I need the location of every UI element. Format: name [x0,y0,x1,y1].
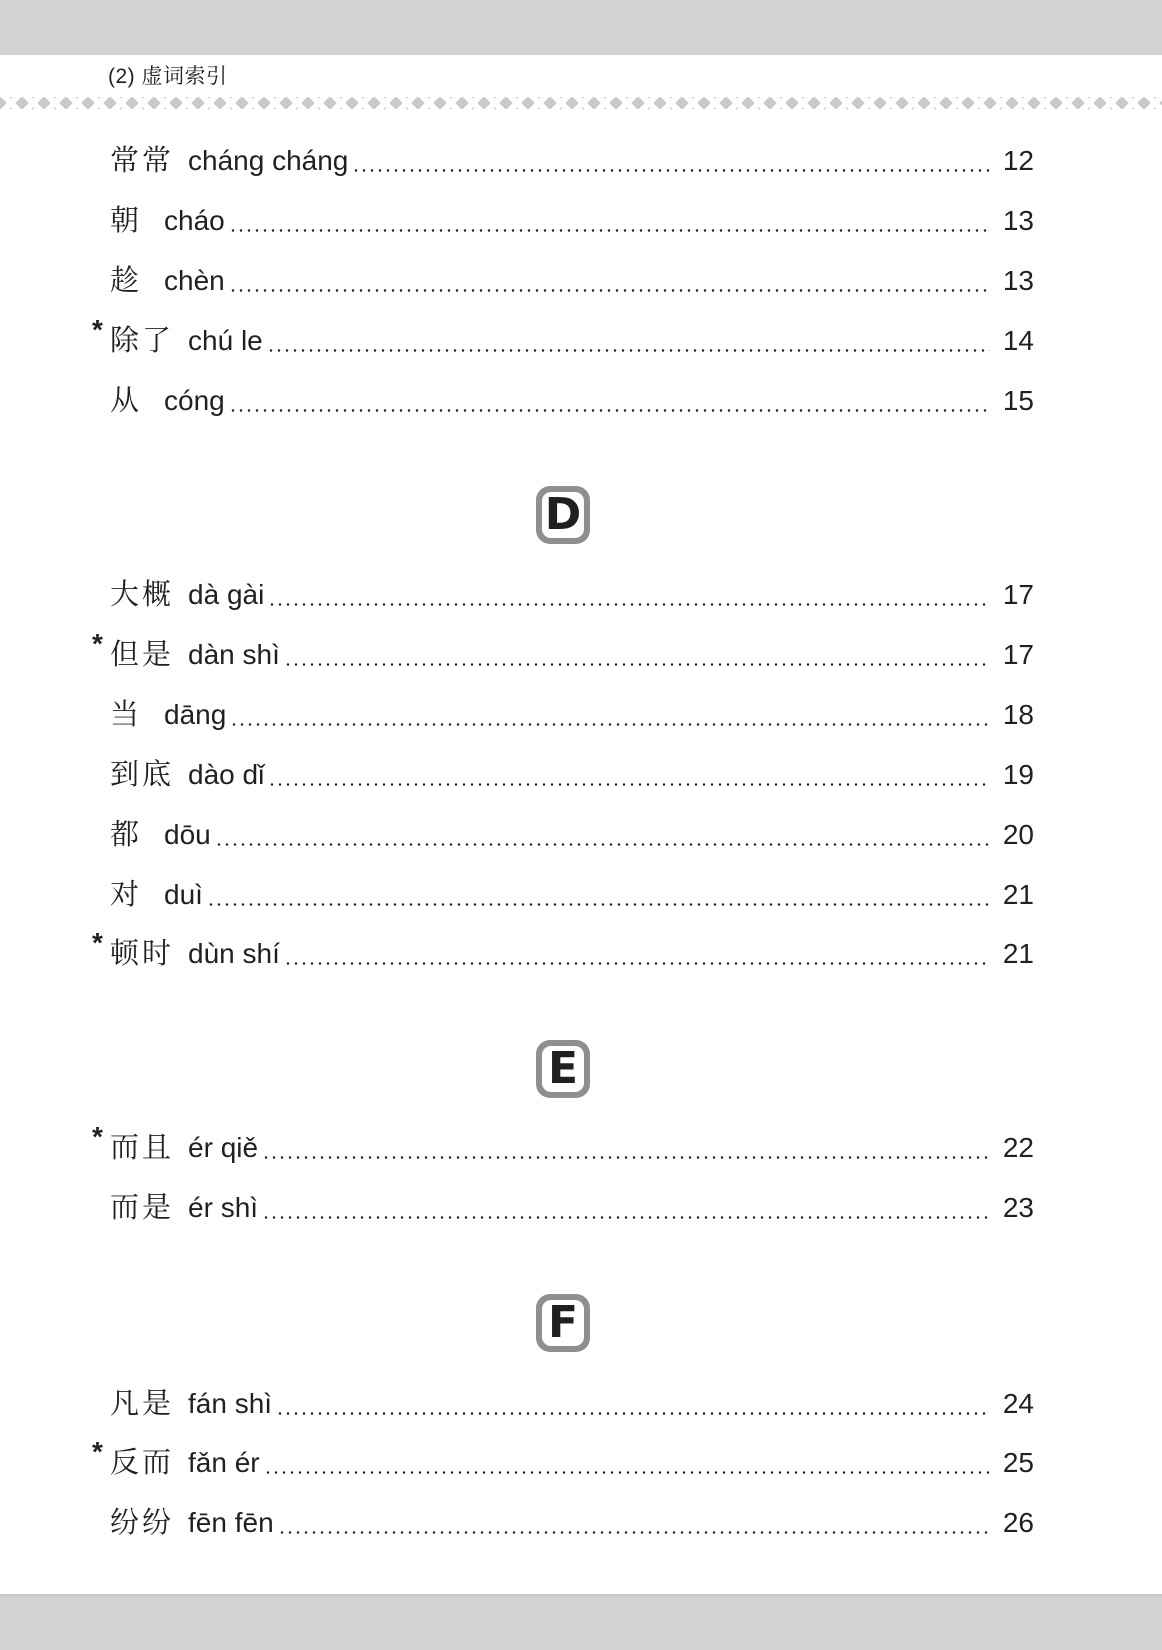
index-entry[interactable] [92,575,1034,615]
entry-pinyin: ér shì [188,1192,259,1223]
dot-leader [262,1156,990,1159]
entry-hanzi: 但是 [110,639,175,671]
index-entry[interactable] [92,628,1034,675]
index-entry[interactable] [92,1121,1034,1168]
index-entry[interactable] [92,314,1034,361]
dot-leader [284,663,990,666]
entry-page-number: 21 [1002,879,1034,910]
dot-leader [284,962,990,965]
dot-leader [229,409,990,412]
section-letter: E [547,1043,579,1094]
decorative-pattern-border [0,97,1162,109]
dot-leader [268,603,990,606]
entry-hanzi: 对 [110,879,143,911]
index-entry[interactable] [92,815,1034,855]
entry-hanzi: 到底 [110,759,175,791]
asterisk-marker: * [92,1436,103,1467]
dot-leader [229,289,990,292]
entry-pinyin: chú le [188,325,263,356]
section-letter-badge-f [536,1294,590,1352]
index-entry[interactable] [92,1436,1034,1483]
index-entry[interactable] [92,755,1034,795]
entry-hanzi: 当 [110,699,143,731]
entry-pinyin: dà gài [188,579,265,610]
dot-leader [262,1216,990,1219]
entry-pinyin: cháo [164,205,225,236]
dot-leader [264,1471,990,1474]
entry-pinyin: duì [164,879,203,910]
running-header-title: (2) 虚词索引 [108,65,228,88]
dot-leader [230,723,990,726]
entry-hanzi: 除了 [110,325,175,357]
dot-leader [267,349,990,352]
entry-pinyin: dàn shì [188,639,280,670]
entry-pinyin: chèn [164,265,225,296]
entry-page-number: 14 [1002,325,1034,356]
entry-pinyin: cóng [164,385,225,416]
entry-pinyin: dōu [164,819,211,850]
index-entry[interactable] [92,201,1034,241]
dot-leader [268,783,990,786]
section-letter: D [544,489,582,540]
entry-hanzi: 趁 [110,265,143,297]
entry-pinyin: cháng cháng [188,145,349,176]
entry-hanzi: 而且 [110,1132,175,1164]
dot-leader [278,1531,990,1534]
index-entry[interactable] [92,261,1034,301]
entry-page-number: 22 [1002,1132,1034,1163]
dot-leader [229,229,990,232]
entry-pinyin: fēn fēn [188,1507,274,1538]
entry-page-number: 13 [1002,265,1034,296]
section-letter-badge-e [536,1040,590,1098]
dot-leader [215,843,990,846]
entry-page-number: 23 [1002,1192,1034,1223]
index-entry[interactable] [92,141,1034,181]
dot-leader [276,1412,990,1415]
entry-hanzi: 纷纷 [110,1507,175,1539]
entry-page-number: 13 [1002,205,1034,236]
index-entry[interactable] [92,695,1034,735]
entry-page-number: 21 [1002,938,1034,969]
dot-leader [207,903,990,906]
entry-page-number: 17 [1002,639,1034,670]
top-margin-band [0,0,1162,55]
entry-hanzi: 常常 [110,145,175,177]
asterisk-marker: * [92,314,103,345]
asterisk-marker: * [92,628,103,659]
entry-pinyin: ér qiě [188,1132,259,1163]
section-letter-badge-d [536,486,590,544]
section-letter: F [547,1297,579,1348]
entry-page-number: 12 [1002,145,1034,176]
entry-page-number: 15 [1002,385,1034,416]
index-entry[interactable] [92,1188,1034,1228]
index-entry[interactable] [92,1503,1034,1543]
entry-pinyin: dāng [164,699,227,730]
entry-hanzi: 反而 [110,1447,175,1479]
entry-hanzi: 都 [110,819,143,851]
entry-pinyin: fǎn ér [188,1447,260,1478]
bottom-margin-band [0,1594,1162,1650]
asterisk-marker: * [92,1121,103,1152]
entry-page-number: 24 [1002,1388,1034,1419]
entry-page-number: 17 [1002,579,1034,610]
dot-leader [352,169,990,172]
entry-page-number: 18 [1002,699,1034,730]
index-entry[interactable] [92,875,1034,915]
entry-page-number: 19 [1002,759,1034,790]
entry-page-number: 26 [1002,1507,1034,1538]
index-entry[interactable] [92,381,1034,421]
entry-hanzi: 从 [110,385,143,417]
entry-hanzi: 凡是 [110,1388,175,1420]
entry-page-number: 25 [1002,1447,1034,1478]
entry-pinyin: dùn shí [188,938,280,969]
asterisk-marker: * [92,927,103,958]
entry-hanzi: 而是 [110,1192,175,1224]
index-entry[interactable] [92,927,1034,974]
entry-hanzi: 朝 [110,205,143,237]
index-entry[interactable] [92,1384,1034,1424]
entry-hanzi: 大概 [110,579,175,611]
entry-pinyin: fán shì [188,1388,273,1419]
entry-pinyin: dào dǐ [188,759,265,790]
entry-page-number: 20 [1002,819,1034,850]
entry-hanzi: 顿时 [110,938,175,970]
